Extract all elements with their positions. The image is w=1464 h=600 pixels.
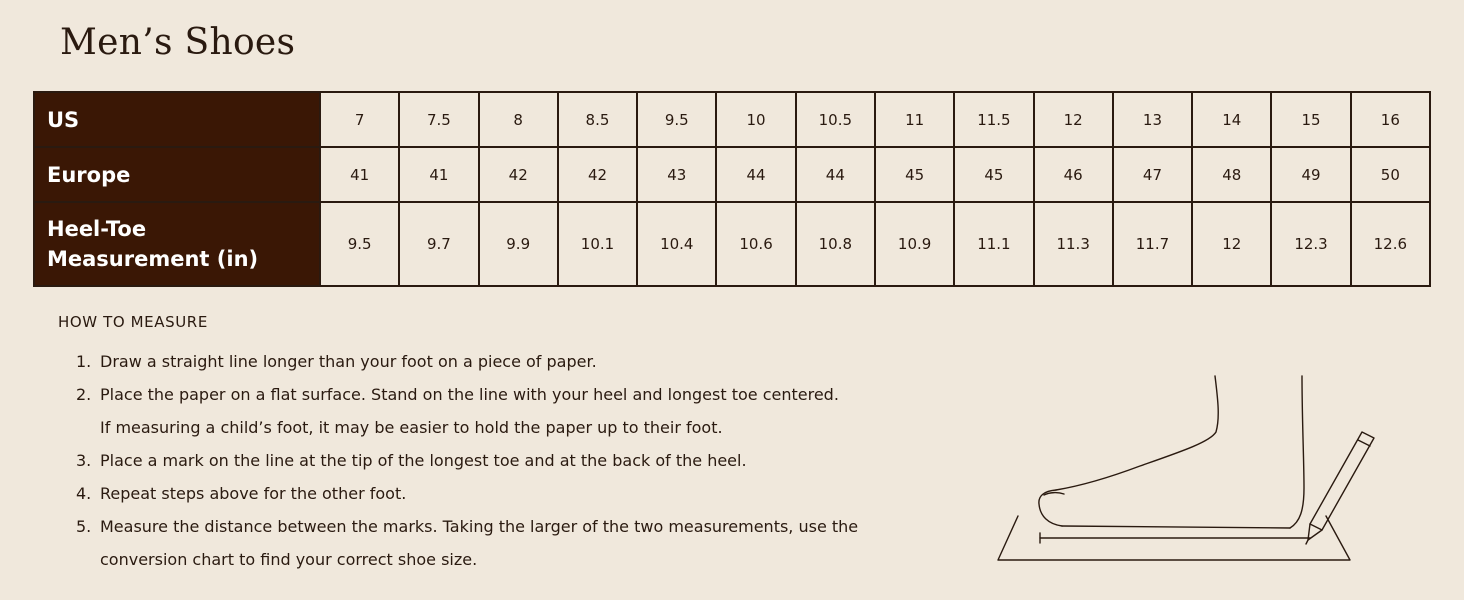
measure-steps-list: [76, 345, 920, 576]
table-row-europe: [34, 147, 1430, 202]
list-item: [76, 378, 920, 444]
table-cell: 10.1: [558, 202, 637, 286]
step-number: 5.: [76, 517, 92, 536]
step-number: 4.: [76, 484, 92, 503]
step-text-line: Draw a straight line longer than your foot on a piece of paper.: [100, 352, 597, 371]
table-cell: 8: [479, 92, 558, 147]
list-item: [76, 477, 920, 510]
table-cell: 11: [875, 92, 954, 147]
step-text-line: Place a mark on the line at the tip of the longest toe and at the back of the heel.: [100, 451, 747, 470]
table-row-us: [34, 92, 1430, 147]
step-text-line: Place the paper on a flat surface. Stand on the line with your heel and longest toe centered.: [100, 385, 839, 404]
table-cell: 11.1: [954, 202, 1033, 286]
row-header-heel-toe: [34, 202, 320, 286]
row-header-line: Heel-Toe: [47, 217, 147, 241]
table-cell: 12: [1034, 92, 1113, 147]
row-header-line: Europe: [47, 162, 131, 187]
table-cell: 11.5: [954, 92, 1033, 147]
step-number: 2.: [76, 385, 92, 404]
step-number: 1.: [76, 352, 92, 371]
row-header-line: Measurement (in): [47, 247, 259, 271]
table-cell: 11.7: [1113, 202, 1192, 286]
how-to-measure-title: HOW TO MEASURE: [58, 313, 208, 331]
table-cell: 7.5: [399, 92, 478, 147]
table-cell: 9.7: [399, 202, 478, 286]
table-cell: 42: [479, 147, 558, 202]
row-header-us: [34, 92, 320, 147]
table-cell: 8.5: [558, 92, 637, 147]
table-cell: 41: [320, 147, 399, 202]
table-cell: 12: [1192, 202, 1271, 286]
table-cell: 9.9: [479, 202, 558, 286]
table-cell: 10.8: [796, 202, 875, 286]
table-cell: 10.5: [796, 92, 875, 147]
table-cell: 10.6: [716, 202, 795, 286]
foot-measuring-illustration-icon: [990, 370, 1390, 570]
step-text-line: Repeat steps above for the other foot.: [100, 484, 407, 503]
table-cell: 42: [558, 147, 637, 202]
table-cell: 13: [1113, 92, 1192, 147]
table-cell: 47: [1113, 147, 1192, 202]
table-cell: 14: [1192, 92, 1271, 147]
table-cell: 10.9: [875, 202, 954, 286]
step-text-line: Measure the distance between the marks. Taking the larger of the two measurements, use the: [100, 517, 859, 536]
table-cell: 45: [875, 147, 954, 202]
table-cell: 43: [637, 147, 716, 202]
list-item: [76, 444, 920, 477]
table-cell: 45: [954, 147, 1033, 202]
step-number: 3.: [76, 451, 92, 470]
row-header-europe: [34, 147, 320, 202]
table-cell: 50: [1351, 147, 1430, 202]
table-row-heel-toe: [34, 202, 1430, 286]
table-cell: 9.5: [320, 202, 399, 286]
table-cell: 46: [1034, 147, 1113, 202]
row-header-line: US: [47, 107, 80, 132]
table-cell: 7: [320, 92, 399, 147]
table-cell: 48: [1192, 147, 1271, 202]
list-item: [76, 345, 920, 378]
table-cell: 11.3: [1034, 202, 1113, 286]
size-chart-table: [33, 91, 1431, 287]
table-cell: 44: [796, 147, 875, 202]
table-cell: 16: [1351, 92, 1430, 147]
table-cell: 12.6: [1351, 202, 1430, 286]
table-cell: 49: [1271, 147, 1350, 202]
page-title: Men’s Shoes: [60, 22, 296, 63]
table-cell: 9.5: [637, 92, 716, 147]
table-cell: 44: [716, 147, 795, 202]
table-cell: 41: [399, 147, 478, 202]
table-cell: 10: [716, 92, 795, 147]
table-cell: 12.3: [1271, 202, 1350, 286]
table-cell: 10.4: [637, 202, 716, 286]
table-cell: 15: [1271, 92, 1350, 147]
step-text-line: If measuring a child’s foot, it may be easier to hold the paper up to their foot.: [100, 418, 723, 437]
step-text-line: conversion chart to find your correct shoe size.: [100, 550, 478, 569]
list-item: [76, 510, 920, 576]
